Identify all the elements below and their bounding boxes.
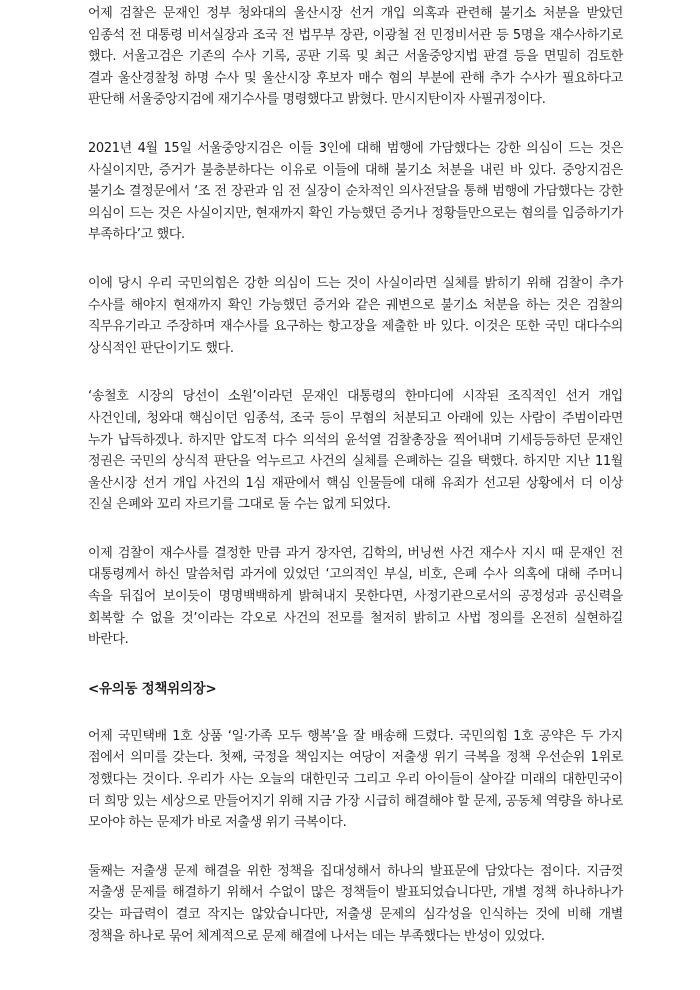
section-heading-policy-chief: <유의동 정책위의장> [88, 680, 217, 697]
paragraph-non-indictment-history: 2021년 4월 15일 서울중앙지검은 이들 3인에 대해 범행에 가담했다는 강한 의심이 드는 것은 사실이지만, 증거가 불충분하다는 이유로 이들에 대해 불기소 처분을 내린 바 있다. 중앙지검은 불기소 결정문에서 ‘조 전 장관과 임 전 실장이 순차적인 의사전달을 통해 범행에 가담했다는 강한 의심이 드는 것은 사실이지만, 현재까지 확인 가능했던 증거나 정황들만으로는 혐의를 입증하기가 부족하다’고 했다. [88, 140, 623, 243]
paragraph-first-pledge: 어제 국민택배 1호 상품 ‘일·가족 모두 행복’을 잘 배송해 드렸다. 국민의힘 1호 공약은 두 가지 점에서 의미를 갖는다. 첫째, 국정을 책임지는 여당이 저출생 위기 극복을 정책 우선순위 1위로 정했다는 것이다. 우리가 사는 오늘의 대한민국 그리고 우리 아이들이 살아갈 미래의 대한민국이 더 희망 있는 세상으로 만들어지기 위해 지금 가장 시급히 해결해야 할 문제, 공동체 역량을 하나로 모아야 하는 문제가 바로 저출생 위기 극복이다. [88, 728, 623, 831]
paragraph-policy-consolidation: 둘째는 저출생 문제 해결을 위한 정책을 집대성해서 하나의 발표문에 담았다는 점이다. 지금껏 저출생 문제를 해결하기 위해서 수없이 많은 정책들이 발표되었습니다만, 개별 정책 하나하나가 갖는 파급력이 결코 작지는 않았습니다만, 저출생 문제의 심각성을 인식하는 것에 비해 개별 정책을 하나로 묶어 체계적으로 문제 해결에 나서는 데는 부족했다는 반성이 있었다. [88, 863, 623, 944]
paragraph-election-interference-case: ‘송철호 시장의 당선이 소원’이라던 문재인 대통령의 한마디에 시작된 조직적인 선거 개입 사건인데, 청와대 핵심이던 임종석, 조국 등이 무혐의 처분되고 아래에 있는 사람이 주범이라면 누가 납득하겠나. 하지만 압도적 다수 의석의 윤석열 검찰총장을 찍어내며 기세등등하던 문재인 정권은 국민의 상식적 판단을 억누르고 사건의 실체를 은폐하는 길을 택했다. 하지만 지난 11월 울산시장 선거 개입 사건의 1심 재판에서 핵심 인물들에 대해 유죄가 선고된 상황에서 더 이상 진실 은폐와 꼬리 자르기를 그대로 둘 수는 없게 되었다. [88, 389, 623, 513]
paragraph-reinvestigation-order: 어제 검찰은 문재인 정부 청와대의 울산시장 선거 개입 의혹과 관련해 불기소 처분을 받았던 임종석 전 대통령 비서실장과 조국 전 법무부 장관, 이광철 전 민정비서관 등 5명을 재수사하기로 했다. 서울고검은 기존의 수사 기록, 공판 기록 및 최근 서울중앙지법 판결 등을 면밀히 검토한 결과 울산경찰청 하명 수사 및 울산시장 후보자 매수 혐의 부분에 관해 추가 수사가 필요하다고 판단해 서울중앙지검에 재기수사를 명령했다고 밝혔다. 만시지탄이자 사필귀정이다. [88, 6, 623, 108]
document-body [88, 3, 623, 974]
paragraph-call-for-justice: 이제 검찰이 재수사를 결정한 만큼 과거 장자연, 김학의, 버닝썬 사건 재수사 지시 때 문재인 전 대통령께서 하신 말씀처럼 과거에 있었던 ‘고의적인 부실, 비호, 은폐 수사 의혹에 대해 주머니 속을 뒤집어 보이듯이 명명백백하게 밝혀내지 못한다면, 사정기관으로서의 공정성과 공신력을 회복할 수 없을 것’이라는 각오로 사건의 전모를 철저히 밝히고 사법 정의를 온전히 실현하길 바란다. [88, 545, 623, 648]
paragraph-appeal-filed: 이에 당시 우리 국민의힘은 강한 의심이 드는 것이 사실이라면 실체를 밝히기 위해 검찰이 추가 수사를 해야지 현재까지 확인 가능했던 증거와 같은 궤변으로 불기소 처분을 하는 것은 검찰의 직무유기라고 주장하며 재수사를 요구하는 항고장을 제출한 바 있다. 이것은 또한 국민 대다수의 상식적인 판단이기도 했다. [88, 275, 623, 356]
